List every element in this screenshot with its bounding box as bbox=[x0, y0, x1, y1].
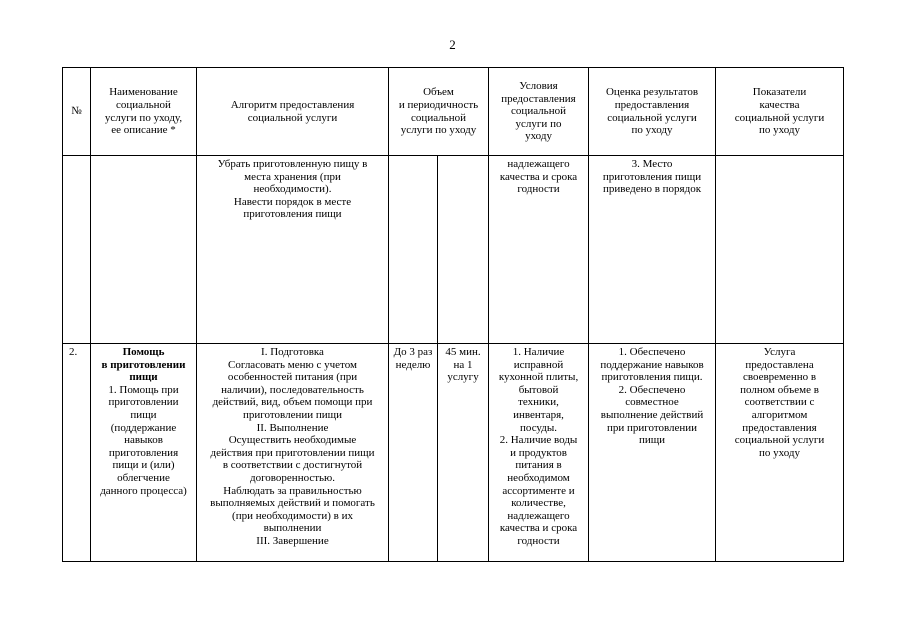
row2-name bbox=[91, 344, 197, 562]
text-line: 2. Наличие воды bbox=[499, 434, 578, 447]
text-line: посуды. bbox=[520, 421, 557, 434]
text-line: социальной bbox=[511, 105, 566, 118]
text-line: неделю bbox=[395, 358, 431, 371]
text-line: Убрать приготовленную пищу в bbox=[217, 158, 368, 170]
text-line: Навести порядок в месте bbox=[233, 195, 352, 208]
row2-num: 2. bbox=[63, 344, 91, 562]
text-line: по уходу bbox=[631, 124, 673, 137]
row1-frequency bbox=[389, 156, 438, 344]
row1-conditions bbox=[489, 156, 589, 344]
header-quality bbox=[716, 68, 844, 156]
text-line: совместное bbox=[625, 396, 679, 409]
text-line: Наименование bbox=[109, 86, 178, 99]
text-line: кухонной плиты, bbox=[498, 371, 579, 384]
text-line: Оценка результатов bbox=[605, 86, 699, 99]
header-evaluation bbox=[589, 68, 716, 156]
text-line: Показатели bbox=[752, 86, 807, 99]
text-line: бытовой bbox=[518, 383, 559, 396]
text-line: предоставления bbox=[501, 92, 576, 105]
text-line: поддержание навыков bbox=[600, 358, 704, 371]
text-line: данного процесса) bbox=[100, 484, 187, 497]
text-line: приготовления пищи. bbox=[601, 371, 703, 384]
text-line: социальной bbox=[116, 98, 171, 111]
text-line: услугу bbox=[447, 371, 479, 384]
text-line: соответствии с bbox=[744, 396, 815, 409]
text-line: приготовлении пищи bbox=[243, 408, 342, 421]
text-line: Услуга bbox=[763, 346, 796, 358]
page-number: 2 bbox=[449, 37, 456, 52]
text-line: надлежащего bbox=[507, 158, 570, 170]
text-line: качества и срока bbox=[499, 522, 578, 535]
text-line: До 3 раз bbox=[393, 346, 433, 358]
text-line: качества bbox=[759, 98, 800, 111]
text-line: 1. Помощь при bbox=[108, 383, 179, 396]
text-line: необходимости). bbox=[253, 183, 332, 196]
text-line: приготовлении bbox=[108, 396, 179, 409]
text-line: пищи bbox=[638, 434, 666, 447]
text-line: пищи и (или) bbox=[112, 459, 175, 472]
text-line: услуги по уходу bbox=[400, 124, 477, 137]
text-line: на 1 bbox=[453, 358, 473, 371]
text-line: облегчение bbox=[117, 471, 170, 484]
text-line: 1. Обеспечено bbox=[618, 346, 686, 358]
header-num: № bbox=[63, 68, 91, 156]
text-line: полном объеме в bbox=[740, 383, 819, 396]
text-line: приготовления bbox=[108, 446, 179, 459]
row1-quality bbox=[716, 156, 844, 344]
text-line: качества и срока bbox=[499, 170, 578, 183]
text-line: предоставлена bbox=[745, 358, 814, 371]
text-line: навыков bbox=[124, 434, 163, 447]
text-line: 45 мин. bbox=[445, 346, 481, 358]
text-line: при приготовлении bbox=[606, 421, 698, 434]
text-line: годности bbox=[517, 183, 560, 196]
text-line: годности bbox=[517, 534, 560, 547]
text-line: питания в bbox=[515, 459, 562, 472]
text-line: Объем bbox=[423, 86, 454, 99]
text-line: I. Подготовка bbox=[261, 346, 324, 358]
table-row bbox=[63, 156, 844, 344]
row1-algorithm bbox=[197, 156, 389, 344]
text-line: техники, bbox=[518, 396, 559, 409]
text-line: ее описание * bbox=[111, 124, 176, 137]
text-line: 3. Место bbox=[631, 158, 673, 170]
text-line: по уходу bbox=[759, 446, 801, 459]
text-line: приведено в порядок bbox=[602, 183, 702, 196]
text-line: пищи bbox=[129, 371, 158, 384]
text-line: и продуктов bbox=[510, 446, 567, 459]
text-line: выполняемых действий и помогать bbox=[210, 497, 375, 510]
text-line: наличии), последовательность bbox=[221, 383, 364, 396]
text-line: II. Выполнение bbox=[256, 421, 329, 434]
table-row bbox=[63, 344, 844, 562]
text-line: социальной услуги bbox=[607, 111, 697, 124]
text-line: Наблюдать за правильностью bbox=[223, 484, 362, 497]
text-line: инвентаря, bbox=[513, 408, 564, 421]
row1-duration bbox=[438, 156, 489, 344]
text-line: выполнение действий bbox=[600, 408, 704, 421]
row2-evaluation bbox=[589, 344, 716, 562]
text-line: своевременно в bbox=[742, 371, 817, 384]
text-line: приготовления пищи bbox=[243, 208, 342, 221]
row2-quality bbox=[716, 344, 844, 562]
text-line: Осуществить необходимые bbox=[228, 434, 357, 447]
text-line: необходимом bbox=[507, 471, 570, 484]
service-table bbox=[62, 67, 844, 562]
text-line: Условия bbox=[519, 80, 558, 93]
text-line: 1. Наличие bbox=[512, 346, 565, 358]
header-algorithm bbox=[197, 68, 389, 156]
header-name bbox=[91, 68, 197, 156]
row2-duration bbox=[438, 344, 489, 562]
text-line: социальной услуги bbox=[734, 434, 825, 447]
text-line: пищи bbox=[130, 408, 157, 421]
text-line: социальной услуги bbox=[247, 111, 338, 124]
text-line: социальной услуги bbox=[734, 111, 825, 124]
text-line: алгоритмом bbox=[751, 408, 808, 421]
text-line: выполнении bbox=[263, 522, 322, 535]
text-line: Согласовать меню с учетом bbox=[228, 358, 357, 371]
text-line: (поддержание bbox=[110, 421, 177, 434]
row2-algorithm bbox=[197, 344, 389, 562]
text-line: действия при приготовлении пищи bbox=[210, 446, 375, 459]
row1-name bbox=[91, 156, 197, 344]
text-line: III. Завершение bbox=[256, 534, 329, 547]
text-line: услуги по bbox=[515, 117, 562, 130]
row1-num bbox=[63, 156, 91, 344]
text-line: Помощь bbox=[122, 346, 165, 358]
text-line: действий, вид, объем помощи при bbox=[212, 396, 373, 409]
text-line: количестве, bbox=[511, 497, 566, 510]
text-line: приготовления пищи bbox=[602, 170, 702, 183]
text-line: Алгоритм предоставления bbox=[230, 98, 355, 111]
text-line: договоренностью. bbox=[249, 471, 336, 484]
text-line: 2. Обеспечено bbox=[618, 383, 686, 396]
text-line: предоставления bbox=[742, 421, 817, 434]
text-line: (при необходимости) в их bbox=[232, 509, 353, 522]
text-line: ассортименте и bbox=[502, 484, 575, 497]
text-line: по уходу bbox=[759, 124, 801, 137]
text-line: надлежащего bbox=[507, 509, 570, 522]
header-conditions bbox=[489, 68, 589, 156]
text-line: услуги по уходу, bbox=[104, 111, 183, 124]
text-line: социальной bbox=[411, 111, 466, 124]
text-line: места хранения (при bbox=[244, 170, 341, 183]
text-line: предоставления bbox=[614, 98, 690, 111]
text-line: исправной bbox=[513, 358, 564, 371]
text-line: в соответствии с достигнутой bbox=[222, 459, 363, 472]
row1-evaluation bbox=[589, 156, 716, 344]
text-line: уходу bbox=[525, 130, 552, 143]
row2-conditions bbox=[489, 344, 589, 562]
header-row bbox=[63, 68, 844, 156]
header-volume bbox=[389, 68, 489, 156]
text-line: особенностей питания (при bbox=[227, 371, 358, 384]
text-line: и периодичность bbox=[398, 98, 479, 111]
text-line: в приготовлении bbox=[101, 358, 186, 371]
row2-frequency bbox=[389, 344, 438, 562]
